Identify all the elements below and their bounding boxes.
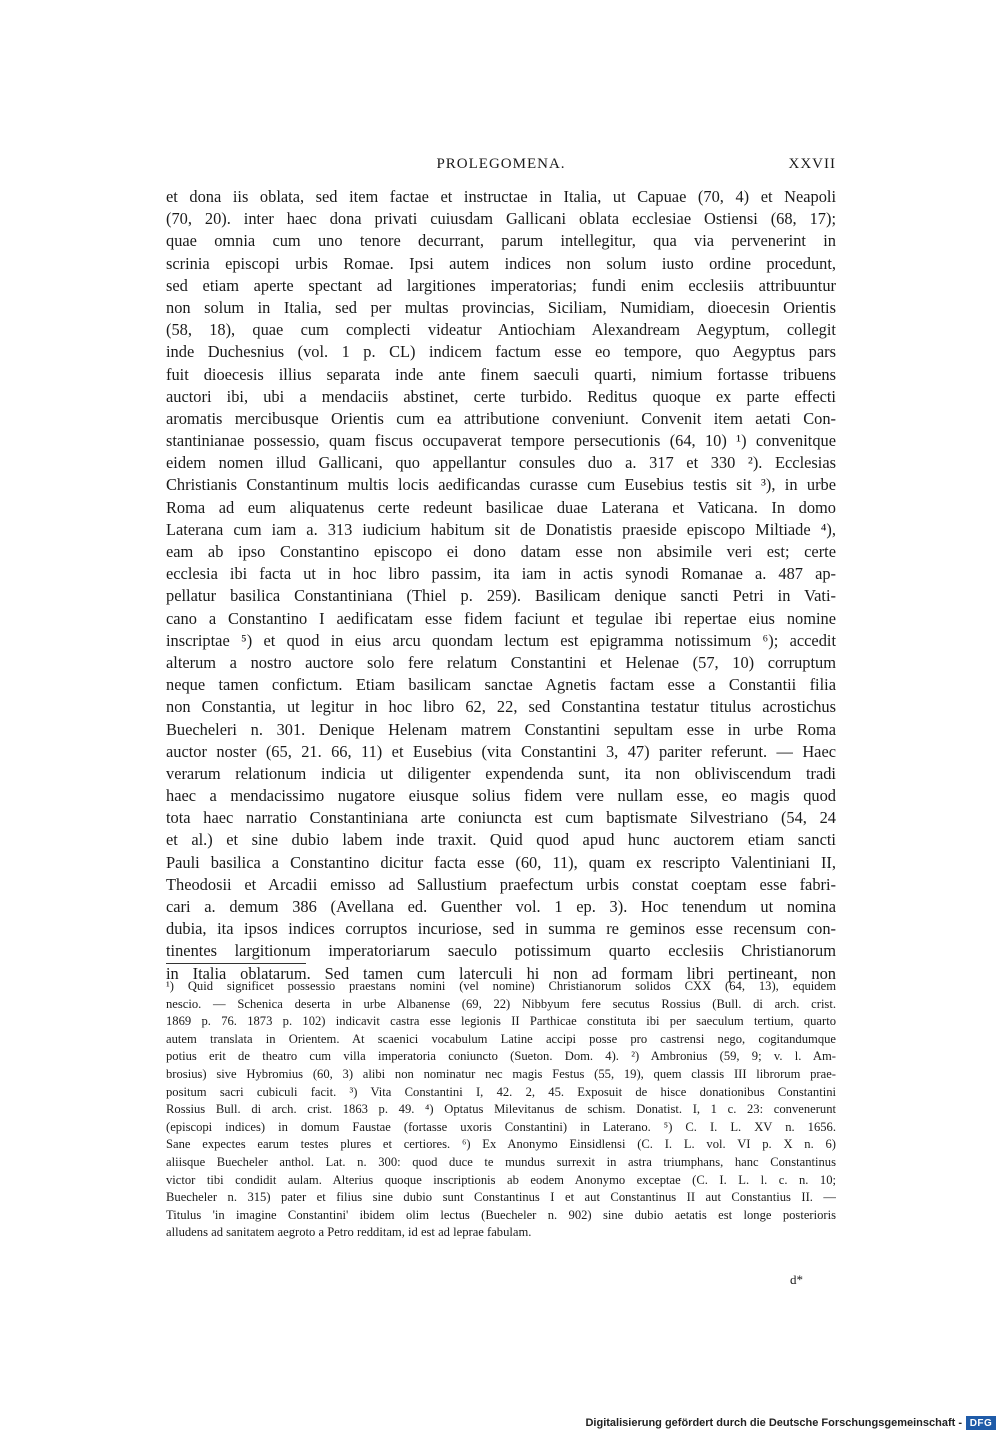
- text-line: inscriptae ⁵) et quod in eius arcu quondam lectum est epigramma notissimum ⁶); accedit: [166, 630, 836, 650]
- text-line: auctor noster (65, 21. 66, 11) et Eusebius (vita Constantini 3, 47) pariter referunt. — Haec: [166, 741, 836, 761]
- signature-mark: d*: [790, 1272, 803, 1287]
- footnote-line: brosius) sive Hybromius (60, 3) alibi non nominatur nec magis Festus (55, 19), quem classis III librorum prae-: [166, 1066, 836, 1081]
- text-line: ecclesia ibi facta ut in hoc libro passim, ita iam in actis synodi Romanae a. 487 ap-: [166, 564, 836, 584]
- text-line: Laterana cum iam a. 313 iudicium habitum sit de Donatistis praeside episcopo Miltiade ⁴),: [166, 519, 836, 539]
- text-line: cano a Constantino I aedificatam esse fidem faciunt et tegulae ibi repertae eius nomine: [166, 608, 836, 628]
- text-line: Buecheleri n. 301. Denique Helenam matrem Constantini sepultam esse in urbe Roma: [166, 719, 836, 739]
- text-line: scrinia episcopi urbis Romae. Ipsi autem indices non solum iusto ordine procedunt,: [166, 253, 836, 273]
- text-line: et dona iis oblata, sed item factae et instructae in Italia, ut Capuae (70, 4) et Neapoli: [166, 187, 836, 206]
- text-line: alterum a nostro auctore solo fere relatum Constantini et Helenae (57, 10) corruptum: [166, 652, 836, 672]
- text-line: (70, 20). inter haec dona privati cuiusdam Gallicani oblata ecclesiae Ostiensi (68, 17);: [166, 209, 836, 229]
- text-line: fuit dioecesis illius separata inde ante finem saeculi quarti, nimium fortasse tribuens: [166, 364, 836, 384]
- footnote-line: 1869 p. 76. 1873 p. 102) indicavit castra esse legionis II Parthicae constituta ibi per saeculum tertium, quarto: [166, 1014, 836, 1029]
- text-line: Pauli basilica a Constantino dicitur facta esse (60, 11), quam ex rescripto Valentiniani II,: [166, 852, 836, 872]
- text-line: Christianis Constantinum multis locis aedificandas curasse cum Eusebius testis sit ³), in urbe: [166, 475, 836, 495]
- main-text: [166, 186, 836, 985]
- footnote-line: positum sacri cubiculi facit. ³) Vita Constantini I, 42. 2, 45. Exposuit de hisce donationibus Constantini: [166, 1084, 836, 1099]
- text-line: (58, 18), quae cum complecti videatur Antiochiam Alexandream Aegyptum, collegit: [166, 320, 836, 340]
- footnote-line: alludens ad sanitatem aegroto a Petro redditam, id est ad leprae fabulam.: [166, 1225, 532, 1240]
- text-line: dubia, ita ipsos indices corruptos incuriose, sed in summa re geminos esse recensum con-: [166, 919, 836, 939]
- text-line: eidem nomen illud Gallicani, quo appellantur consules duo a. 317 et 330 ²). Ecclesias: [166, 453, 836, 473]
- footnote-line: aliisque Buecheler anthol. Lat. n. 300: quod duce te mundus surrexit in astra triumphans, hanc Constantinus: [166, 1154, 836, 1169]
- funding-notice: Digitalisierung gefördert durch die Deutsche Forschungsgemeinschaft -: [585, 1417, 962, 1429]
- footnote-divider: [166, 963, 306, 964]
- footnote-line: (episcopi indices) in domum Faustae (fortasse uxoris Constantini) in Laterano. ⁵) C. I. L. XV n. 1656.: [166, 1119, 836, 1134]
- text-line: Theodosii et Arcadii emisso ad Sallustium praefectum urbis constat coeptam esse fabri-: [166, 874, 836, 894]
- text-line: inde Duchesnius (vol. 1 p. CL) indicem factum esse eo tempore, quo Aegyptus pars: [166, 342, 836, 362]
- footnotes: [166, 978, 836, 1242]
- text-line: et al.) et sine dubio labem inde traxit. Quid quod apud hunc auctorem etiam sancti: [166, 830, 836, 850]
- text-line: non Constantia, ut legitur in hoc libro 62, 22, sed Constantina testatur titulus acrostichus: [166, 697, 836, 717]
- footnote-line: Rossius Bull. di arch. crist. 1863 p. 49. ⁴) Optatus Milevitanus de schism. Donatist. I, 1 c. 23: convenerunt: [166, 1102, 836, 1117]
- text-line: Roma ad eum aliquatenus certe redeunt basilicae duae Laterana et Vaticana. In domo: [166, 497, 836, 517]
- text-line: pellatur basilica Constantiniana (Thiel p. 259). Basilicam denique sancti Petri in Vati-: [166, 586, 836, 606]
- running-head: [166, 156, 836, 178]
- text-line: aromatis mercibusque Orientis cum ea attributione conveniunt. Convenit item aetati Con-: [166, 408, 836, 428]
- footnote-line: potius erit de theatro cum villa imperatoria coniuncto (Sueton. Dom. 4). ²) Ambronius (59, 9; v. l. Am-: [166, 1049, 836, 1064]
- text-line: in Italia oblatarum. Sed tamen cum laterculi hi non ad formam libri pertineant, non: [166, 963, 836, 983]
- running-head-title: PROLEGOMENA.: [436, 156, 566, 172]
- footnote-line: Sane expectes earum testes plures et certiores. ⁶) Ex Anonymo Einsidlensi (C. I. L. vol. VI p. X n. 6): [166, 1137, 836, 1152]
- text-line: non solum in Italia, sed per multas provincias, Siciliam, Numidiam, dioecesin Orientis: [166, 297, 836, 317]
- footnote-line: ¹) Quid significet possessio praestans nomini (vel nomine) Christianorum solidos CXX (64, 13), equidem: [166, 979, 836, 993]
- text-line: quae omnia cum uno tenore decurrant, parum intellegitur, qua via pervenerint in: [166, 231, 836, 251]
- text-line: sed etiam aperte spectant ad largitiones imperatorias; fundi enim ecclesiis attribuuntur: [166, 275, 836, 295]
- text-line: neque tamen confictum. Etiam basilicam sanctae Agnetis factam esse a Constantii filia: [166, 675, 836, 695]
- funding-footer: [585, 1414, 996, 1432]
- footnote-line: Titulus 'in imagine Constantini' ibidem olim lectus (Buecheler n. 902) sine dubio aetatis est longe posterioris: [166, 1207, 836, 1222]
- footnote-line: nescio. — Schenica deserta in urbe Albanense (69, 22) Nibbyum fere secutus Rossius (Bull. di arch. crist.: [166, 996, 836, 1011]
- text-line: auctori ibi, ubi a mendaciis abstinet, certe turbido. Reditus quoque ex parte effecti: [166, 386, 836, 406]
- dfg-logo: DFG: [966, 1416, 996, 1430]
- text-line: stantinianae possessio, quam fiscus occupaverat tempore persecutionis (64, 10) ¹) convenitque: [166, 431, 836, 451]
- text-line: eam ab ipso Constantino episcopo ei dono datam esse non absimile veri est; certe: [166, 542, 836, 561]
- footnote-line: autem translata in Orientem. At scaenici vocabulum Latine accipi posse pro castrensi nego, cogitandumque: [166, 1031, 836, 1046]
- text-line: haec a mendacissimo nugatore eiusque solius fidem vere nullam esse, eo magis quod: [166, 786, 836, 806]
- footnote-line: victor tibi condidit aulam. Alterius quoque inscriptionis ab eodem Anonymo exceptae (C. I. L. l. c. n. 10;: [166, 1172, 836, 1187]
- text-line: cari a. demum 386 (Avellana ed. Guenther vol. 1 ep. 3). Hoc tenendum ut nomina: [166, 897, 836, 916]
- text-line: verarum relationum indicia ut diligenter expendenda sunt, ita non obliviscendum tradi: [166, 763, 836, 783]
- text-line: tota haec narratio Constantiniana arte coniuncta est cum baptismate Silvestriano (54, 24: [166, 808, 836, 828]
- page-number: XXVII: [788, 156, 836, 172]
- footnote-line: Buecheler n. 315) pater et filius sine dubio sunt Constantinus I et aut Constantinus II aut Constantius II. —: [166, 1190, 836, 1205]
- text-line: tinentes largitionum imperatoriarum saeculo potissimum quarto ecclesiis Christianorum: [166, 941, 836, 961]
